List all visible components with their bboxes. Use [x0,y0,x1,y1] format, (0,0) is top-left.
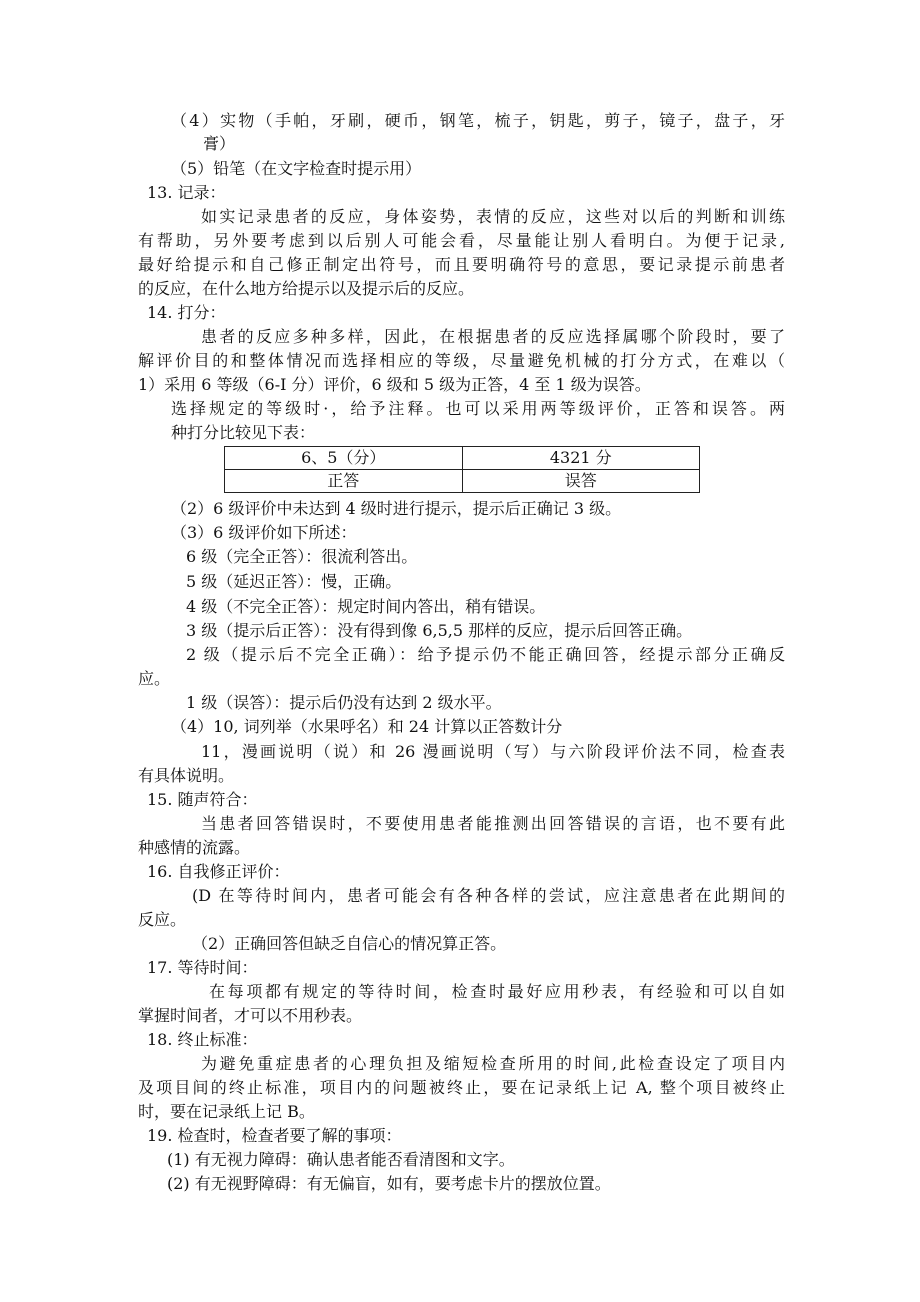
section-14-note-line-2: 有具体说明。 [138,766,235,785]
section-13-line-1: 如实记录患者的反应，身体姿势，表情的反应，这些对以后的判断和训练 [201,207,785,226]
section-17-title: 17. 等待时间： [147,958,258,977]
section-18-title: 18. 终止标准： [147,1030,258,1049]
section-18-line-2: 及项目间的终止标准，项目内的问题被终止，要在记录纸上记 A, 整个项目被终止 [138,1078,785,1097]
section-17-line-2: 掌握时间者，才可以不用秒表。 [138,1006,363,1025]
section-14-item-2: （2）6 级评价中未达到 4 级时进行提示，提示后正确记 3 级。 [171,499,622,518]
table-cell: 误答 [462,470,700,493]
item-5: （5）铅笔（在文字检查时提示用） [171,159,422,178]
section-18-line-1: 为避免重症患者的心理负担及缩短检查所用的时间,此检查设定了项目内 [201,1054,785,1073]
section-15-title: 15. 随声符合： [147,790,258,809]
section-16-line-1: (D 在等待时间内，患者可能会有各种各样的尝试，应注意患者在此期间的 [192,886,785,905]
grade-2-line-2: 应。 [138,669,171,688]
section-14-line-4: 选择规定的等级时·，给予注释。也可以采用两等级评价，正答和误答。两 [171,399,785,418]
section-18-line-3: 时，要在记录纸上记 B。 [138,1102,315,1121]
section-19-item-1: (1) 有无视力障碍：确认患者能否看清图和文字。 [167,1150,515,1169]
section-14-line-5: 种打分比较见下表： [171,423,316,442]
item-4-line-2: 膏） [203,134,236,153]
section-14-line-2: 解评价目的和整体情况而选择相应的等级，尽量避免机械的打分方式，在难以（ [138,351,785,370]
section-19-item-2: (2) 有无视野障碍：有无偏盲，如有，要考虑卡片的摆放位置。 [167,1174,611,1193]
score-comparison-table [224,446,700,493]
grade-6: 6 级（完全正答）：很流利答出。 [186,547,418,566]
section-16-title: 16. 自我修正评价： [147,862,290,881]
table-cell: 正答 [225,470,463,493]
section-13-line-3: 最好给提示和自己修正制定出符号，而且要明确符号的意思，要记录提示前患者 [138,255,785,274]
grade-5: 5 级（延迟正答）：慢，正确。 [186,572,402,591]
section-14-item-4: （4）10, 词列举（水果呼名）和 24 计算以正答数计分 [171,717,563,736]
item-4-line-1: （4）实物（手帕，牙刷，硬币，钢笔，梳子，钥匙，剪子，镜子，盘子，牙 [171,111,785,130]
section-14-line-1: 患者的反应多种多样，因此，在根据患者的反应选择属哪个阶段时，要了 [201,327,785,346]
table-cell: 6、5（分） [225,447,463,470]
grade-2-line-1: 2 级（提示后不完全正确）：给予提示仍不能正确回答，经提示部分正确反 [186,645,785,664]
grade-3: 3 级（提示后正答）：没有得到像 6,5,5 那样的反应，提示后回答正确。 [186,621,693,640]
section-14-note-line-1: 11，漫画说明（说）和 26 漫画说明（写）与六阶段评价法不同，检查表 [201,742,785,761]
section-14-item-3: （3）6 级评价如下所述： [171,523,357,542]
table-cell: 4321 分 [462,447,700,470]
section-17-line-1: 在每项都有规定的等待时间，检查时最好应用秒表，有经验和可以自如 [209,982,785,1001]
section-14-title: 14. 打分： [147,303,226,322]
table-row [225,470,700,493]
section-13-title: 13. 记录： [147,183,226,202]
section-13-line-4: 的反应，在什么地方给提示以及提示后的反应。 [138,279,475,298]
section-13-line-2: 有帮助，另外要考虑到以后别人可能会看，尽量能让别人看明白。为便于记录, [138,231,785,250]
table-row [225,447,700,470]
grade-4: 4 级（不完全正答）：规定时间内答出，稍有错误。 [186,597,546,616]
section-15-line-2: 种感情的流露。 [138,838,251,857]
section-15-line-1: 当患者回答错误时，不要使用患者能推测出回答错误的言语，也不要有此 [201,814,785,833]
section-16-line-3: （2）正确回答但缺乏自信心的情况算正答。 [192,934,507,953]
section-19-title: 19. 检查时，检查者要了解的事项： [147,1126,402,1145]
grade-1: 1 级（误答）：提示后仍没有达到 2 级水平。 [186,693,502,712]
section-14-line-3: 1）采用 6 等级（6-I 分）评价，6 级和 5 级为正答，4 至 1 级为误答。 [138,375,651,394]
section-16-line-2: 反应。 [138,910,187,929]
